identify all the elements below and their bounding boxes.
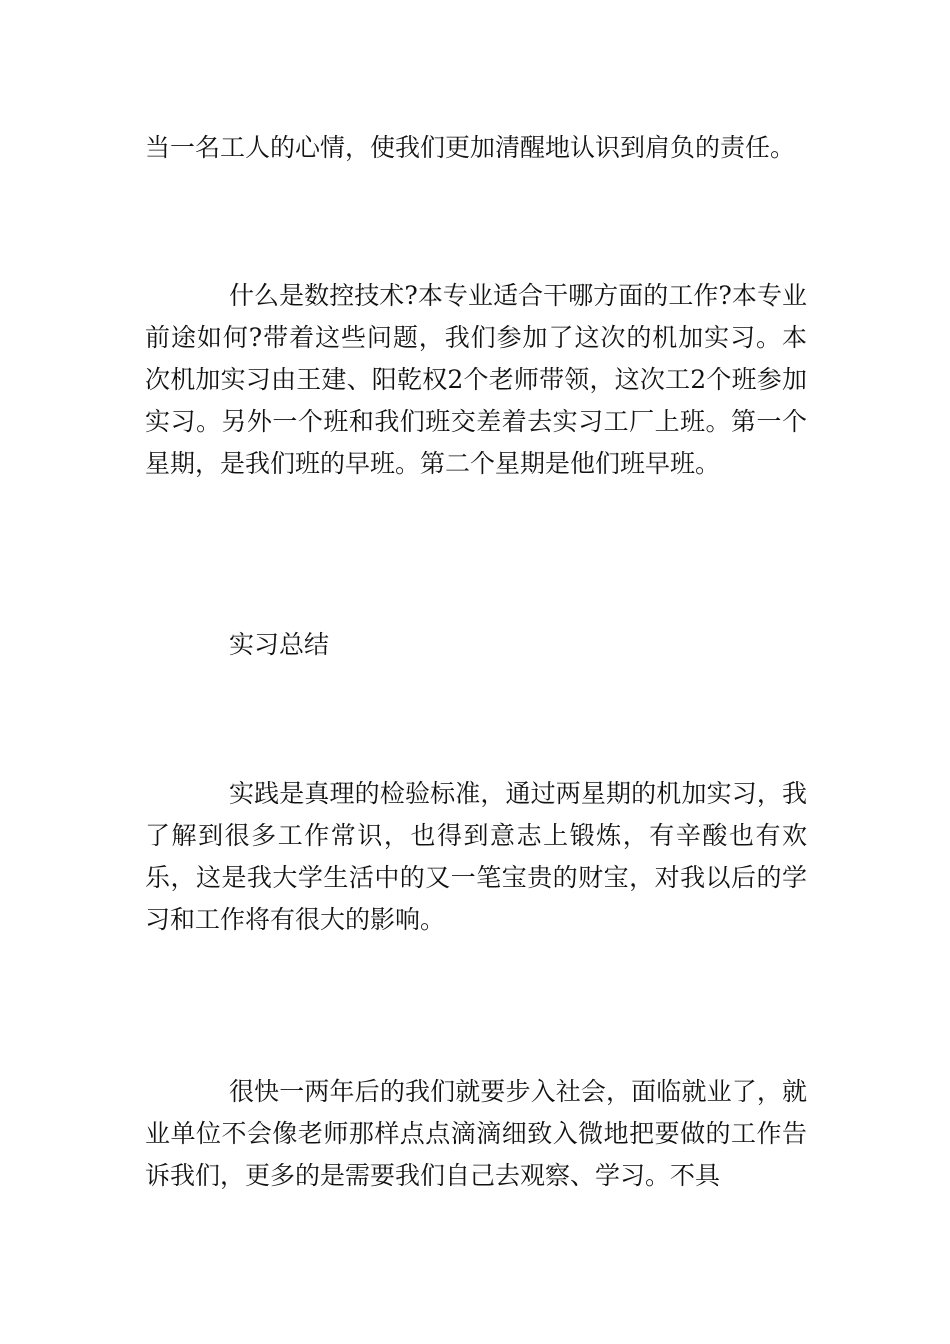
paragraph-continuation: 当一名工人的心情，使我们更加清醒地认识到肩负的责任。 (145, 133, 796, 162)
paragraph-employment: 很快一两年后的我们就要步入社会，面临就业了，就业单位不会像老师那样点点滴滴细致入微地把要做的工作告诉我们，更多的是需要我们自己去观察、学习。不具 (145, 1077, 807, 1190)
section-heading-summary: 实习总结 (229, 630, 330, 659)
paragraph-cnc-questions: 什么是数控技术?本专业适合干哪方面的工作?本专业前途如何?带着这些问题，我们参加了这次的机加实习。本次机加实习由王建、阳乾权2个老师带领，这次工2个班参加实习。另外一个班和我们班交差着去实习工厂上班。第一个星期，是我们班的早班。第二个星期是他们班早班。 (145, 281, 807, 478)
paragraph-practice: 实践是真理的检验标准，通过两星期的机加实习，我了解到很多工作常识，也得到意志上锻炼，有辛酸也有欢乐，这是我大学生活中的又一笔宝贵的财宝，对我以后的学习和工作将有很大的影响。 (145, 779, 807, 934)
